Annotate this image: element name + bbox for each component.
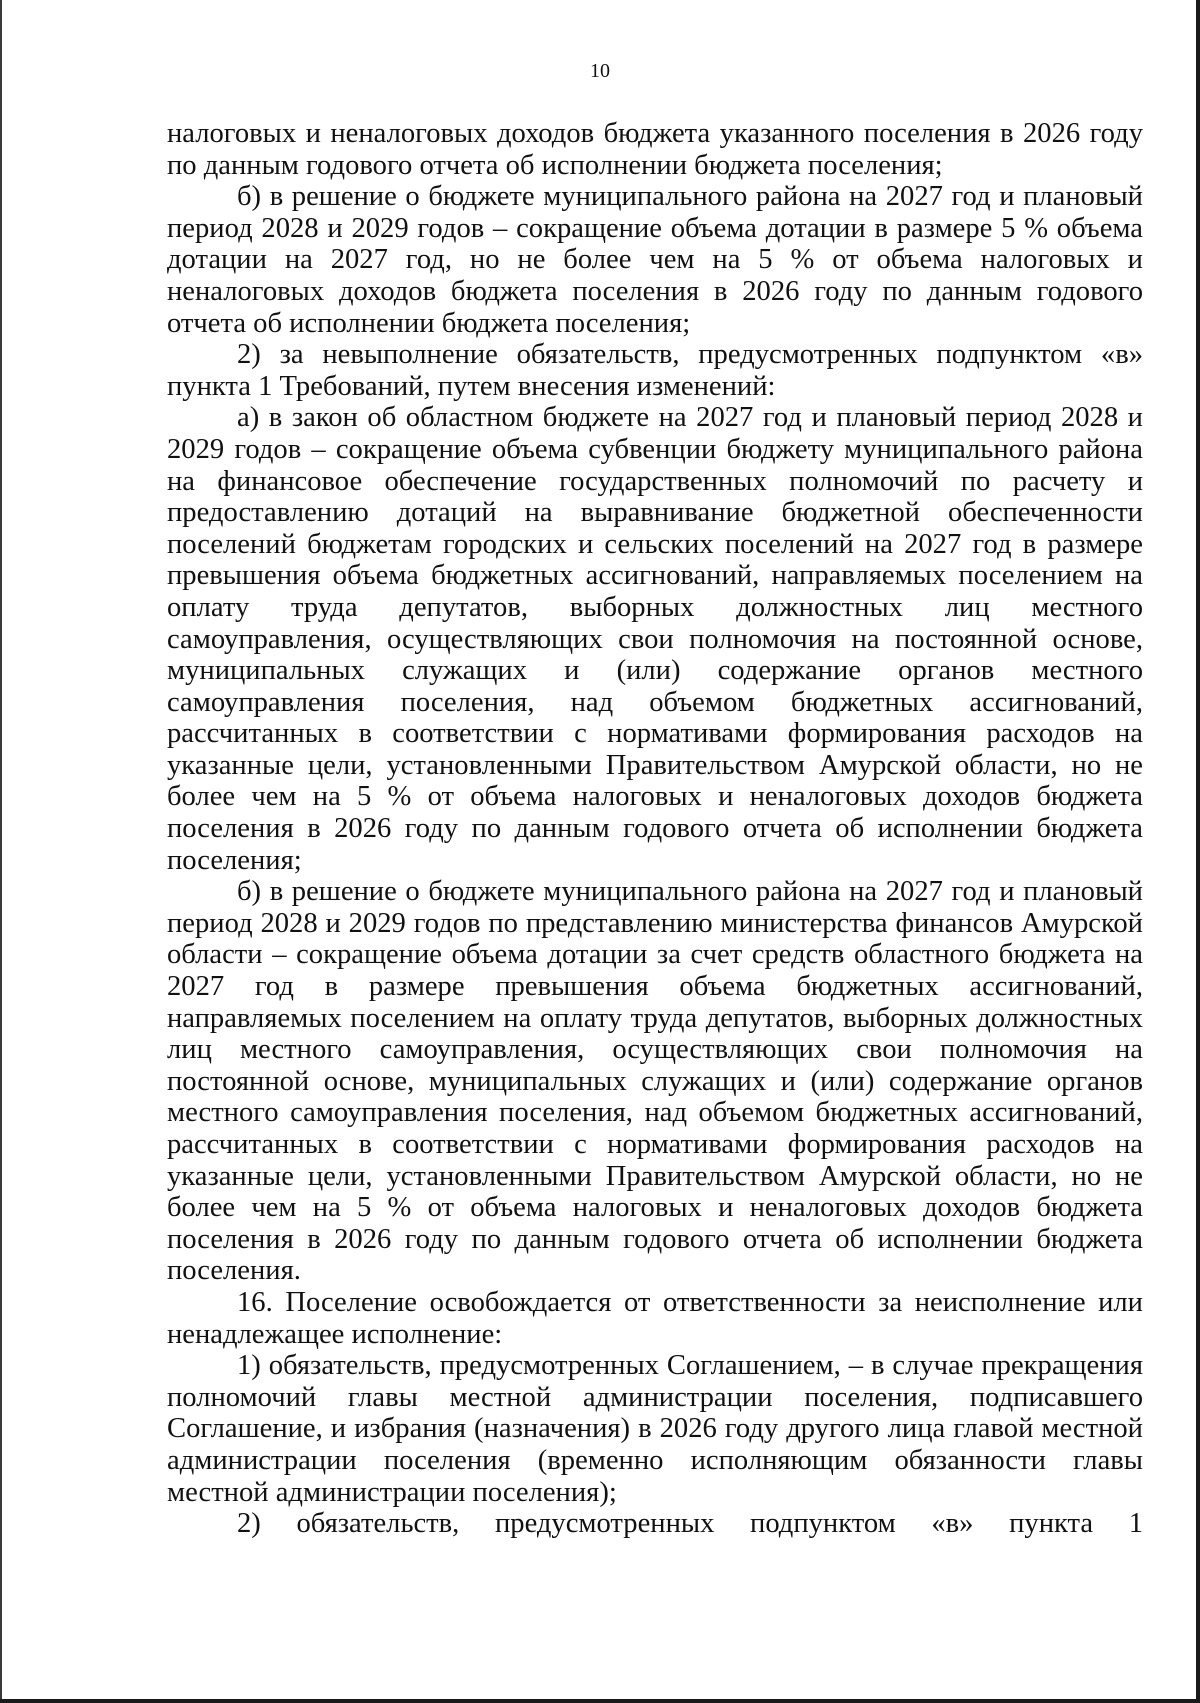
scan-edge-left: [0, 0, 2, 1703]
paragraph-item-2-obligations: 2) за невыполнение обязательств, предусмотренных подпунктом «в» пункта 1 Требований, путем внесения изменений:: [167, 339, 1143, 402]
paragraph-continuation: налоговых и неналоговых доходов бюджета указанного поселения в 2026 году по данным годового отчета об исполнении бюджета поселения;: [167, 118, 1143, 181]
paragraph-section-16: 16. Поселение освобождается от ответственности за неисполнение или ненадлежащее исполнение:: [167, 1286, 1143, 1350]
paragraph-item-b-ministry-submission: б) в решение о бюджете муниципального района на 2027 год и плановый период 2028 и 2029 годов по представлению министерства финансов Амурской области – сокращение объема дотации за счет средств областного бюджета на 2027 год в размере превышения объема бюджетных ассигнований, направляемых поселением на оплату труда депутатов, выборных должностных лиц местного самоуправления, осуществляющих свои полномочия на постоянной основе, муниципальных служащих и (или) содержание органов местного самоуправления поселения, над объемом бюджетных ассигнований, рассчитанных в соответствии с нормативами формирования расходов на указанные цели, установленными Правительством Амурской области, но не более чем на 5 % от объема налоговых и неналоговых доходов бюджета поселения в 2026 году по данным годового отчета об исполнении бюджета поселения.: [167, 876, 1143, 1287]
page-number: 10: [590, 60, 610, 82]
document-body: [167, 118, 1143, 1540]
paragraph-item-1-exemption: 1) обязательств, предусмотренных Соглашением, – в случае прекращения полномочий главы местной администрации поселения, подписавшего Соглашение, и избрания (назначения) в 2026 году другого лица главой местной администрации поселения (временно исполняющим обязанности главы местной администрации поселения);: [167, 1350, 1143, 1508]
scan-edge-right: [1196, 0, 1200, 1703]
scan-edge-bottom: [0, 1699, 1200, 1703]
paragraph-item-2-exemption: 2) обязательств, предусмотренных подпунктом «в» пункта 1: [237, 1508, 1143, 1540]
paragraph-item-a-regional-law: а) в закон об областном бюджете на 2027 год и плановый период 2028 и 2029 годов – сокращение объема субвенции бюджету муниципального района на финансовое обеспечение государственных полномочий по расчету и предоставлению дотаций на выравнивание бюджетной обеспеченности поселений бюджетам городских и сельских поселений на 2027 год в размере превышения объема бюджетных ассигнований, направляемых поселением на оплату труда депутатов, выборных должностных лиц местного самоуправления, осуществляющих свои полномочия на постоянной основе, муниципальных служащих и (или) содержание органов местного самоуправления поселения, над объемом бюджетных ассигнований, рассчитанных в соответствии с нормативами формирования расходов на указанные цели, установленными Правительством Амурской области, но не более чем на 5 % от объема налоговых и неналоговых доходов бюджета поселения в 2026 году по данным годового отчета об исполнении бюджета поселения;: [167, 402, 1143, 876]
paragraph-item-b-municipal-decision: б) в решение о бюджете муниципального района на 2027 год и плановый период 2028 и 2029 годов – сокращение объема дотации в размере 5 % объема дотации на 2027 год, но не более чем на 5 % от объема налоговых и неналоговых доходов бюджета поселения в 2026 году по данным годового отчета об исполнении бюджета поселения;: [167, 181, 1143, 339]
